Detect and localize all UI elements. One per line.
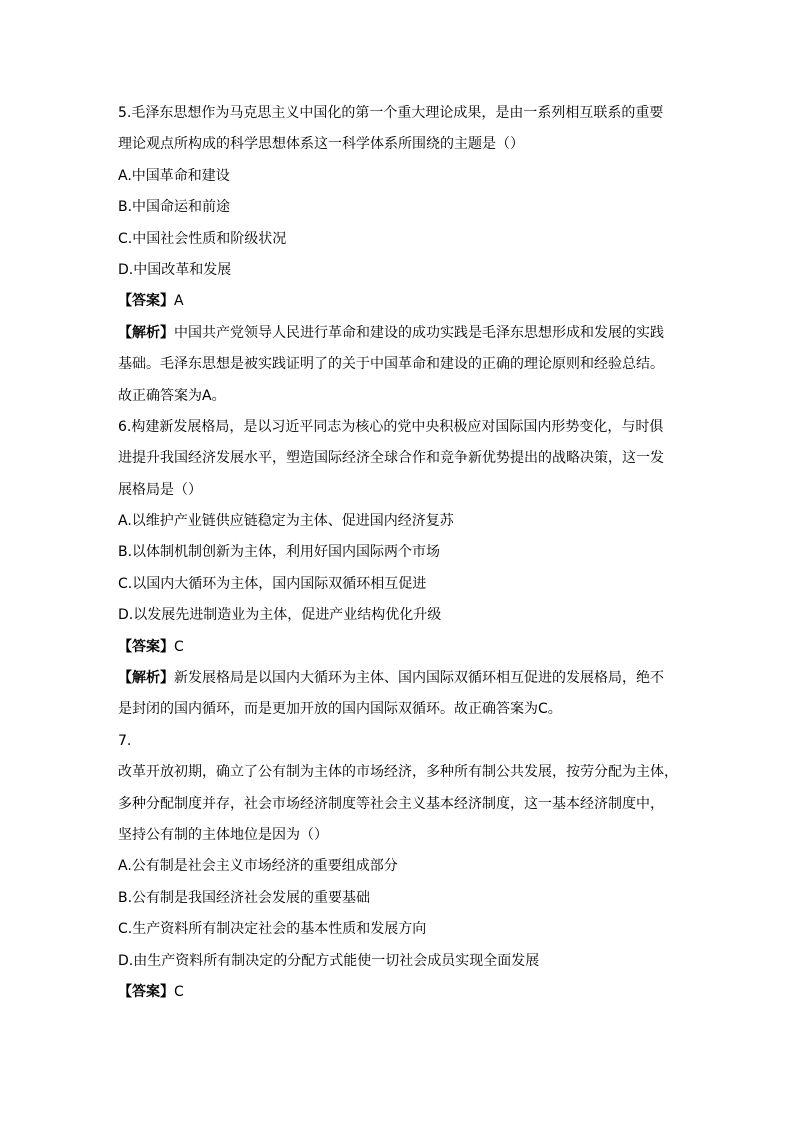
q6-option-b: B.以体制机制创新为主体，利用好国内国际两个市场 bbox=[118, 544, 441, 561]
q7-answer bbox=[118, 977, 678, 1008]
q7-option-c: C.生产资料所有制决定社会的基本性质和发展方向 bbox=[118, 921, 427, 938]
q6-option-c: C.以国内大循环为主体，国内国际双循环相互促进 bbox=[118, 575, 427, 592]
q7-option-d: D.由生产资料所有制决定的分配方式能使一切社会成员实现全面发展 bbox=[118, 952, 540, 969]
q5-analysis-line-2: 基础。毛泽东思想是被实践证明了的关于中国革命和建设的正确的理论原则和经验总结。 bbox=[118, 356, 664, 373]
q5-option-a: A.中国革命和建设 bbox=[118, 167, 230, 184]
q6-stem-line-1: 6.构建新发展格局，是以习近平同志为核心的党中央积极应对国际国内形势变化，与时俱 bbox=[118, 418, 664, 435]
q5-option-b: B.中国命运和前途 bbox=[118, 199, 231, 216]
q6-stem-line-2: 进提升我国经济发展水平，塑造国际经济全球合作和竞争新优势提出的战略决策，这一发 bbox=[118, 450, 664, 467]
q7-stem-line-2: 多种分配制度并存，社会市场经济制度等社会主义基本经济制度，这一基本经济制度中， bbox=[118, 795, 664, 812]
q5-analysis-line-1 bbox=[118, 318, 678, 349]
q7-stem-line-3: 坚持公有制的主体地位是因为（） bbox=[118, 826, 328, 843]
q5-option-d: D.中国改革和发展 bbox=[118, 261, 232, 278]
answer-label: 【答案】 bbox=[118, 638, 174, 655]
analysis-label: 【解析】 bbox=[118, 324, 174, 341]
answer-value: C bbox=[174, 638, 184, 655]
q6-stem-line-3: 展格局是（） bbox=[118, 481, 202, 498]
q7-number: 7. bbox=[118, 732, 132, 749]
answer-value: C bbox=[174, 983, 184, 1000]
document-content bbox=[118, 98, 678, 1008]
q6-analysis-line-2: 是封闭的国内循环，而是更加开放的国内国际双循环。故正确答案为C。 bbox=[118, 701, 562, 718]
q5-stem-line-2: 理论观点所构成的科学思想体系这一科学体系所围绕的主题是（） bbox=[118, 136, 524, 153]
analysis-text: 中国共产党领导人民进行革命和建设的成功实践是毛泽东思想形成和发展的实践 bbox=[174, 324, 664, 341]
q7-option-a: A.公有制是社会主义市场经济的重要组成部分 bbox=[118, 858, 398, 875]
q6-analysis-line-1 bbox=[118, 663, 678, 694]
answer-label: 【答案】 bbox=[118, 983, 174, 1000]
analysis-text: 新发展格局是以国内大循环为主体、国内国际双循环相互促进的发展格局，绝不 bbox=[174, 670, 664, 687]
answer-label: 【答案】 bbox=[118, 293, 174, 310]
q5-stem-line-1: 5.毛泽东思想作为马克思主义中国化的第一个重大理论成果，是由一系列相互联系的重要 bbox=[118, 105, 664, 121]
q6-option-d: D.以发展先进制造业为主体，促进产业结构优化升级 bbox=[118, 607, 442, 624]
q5-analysis-line-3: 故正确答案为A。 bbox=[118, 387, 226, 404]
q6-option-a: A.以维护产业链供应链稳定为主体、促进国内经济复苏 bbox=[118, 513, 454, 530]
analysis-label: 【解析】 bbox=[118, 670, 174, 687]
q5-option-c: C.中国社会性质和阶级状况 bbox=[118, 230, 287, 247]
q7-option-b: B.公有制是我国经济社会发展的重要基础 bbox=[118, 889, 371, 906]
answer-value: A bbox=[174, 293, 184, 310]
q6-answer bbox=[118, 632, 678, 663]
q5-answer bbox=[118, 286, 678, 317]
q7-stem-line-1: 改革开放初期，确立了公有制为主体的市场经济，多种所有制公共发展，按劳分配为主体， bbox=[118, 764, 678, 781]
